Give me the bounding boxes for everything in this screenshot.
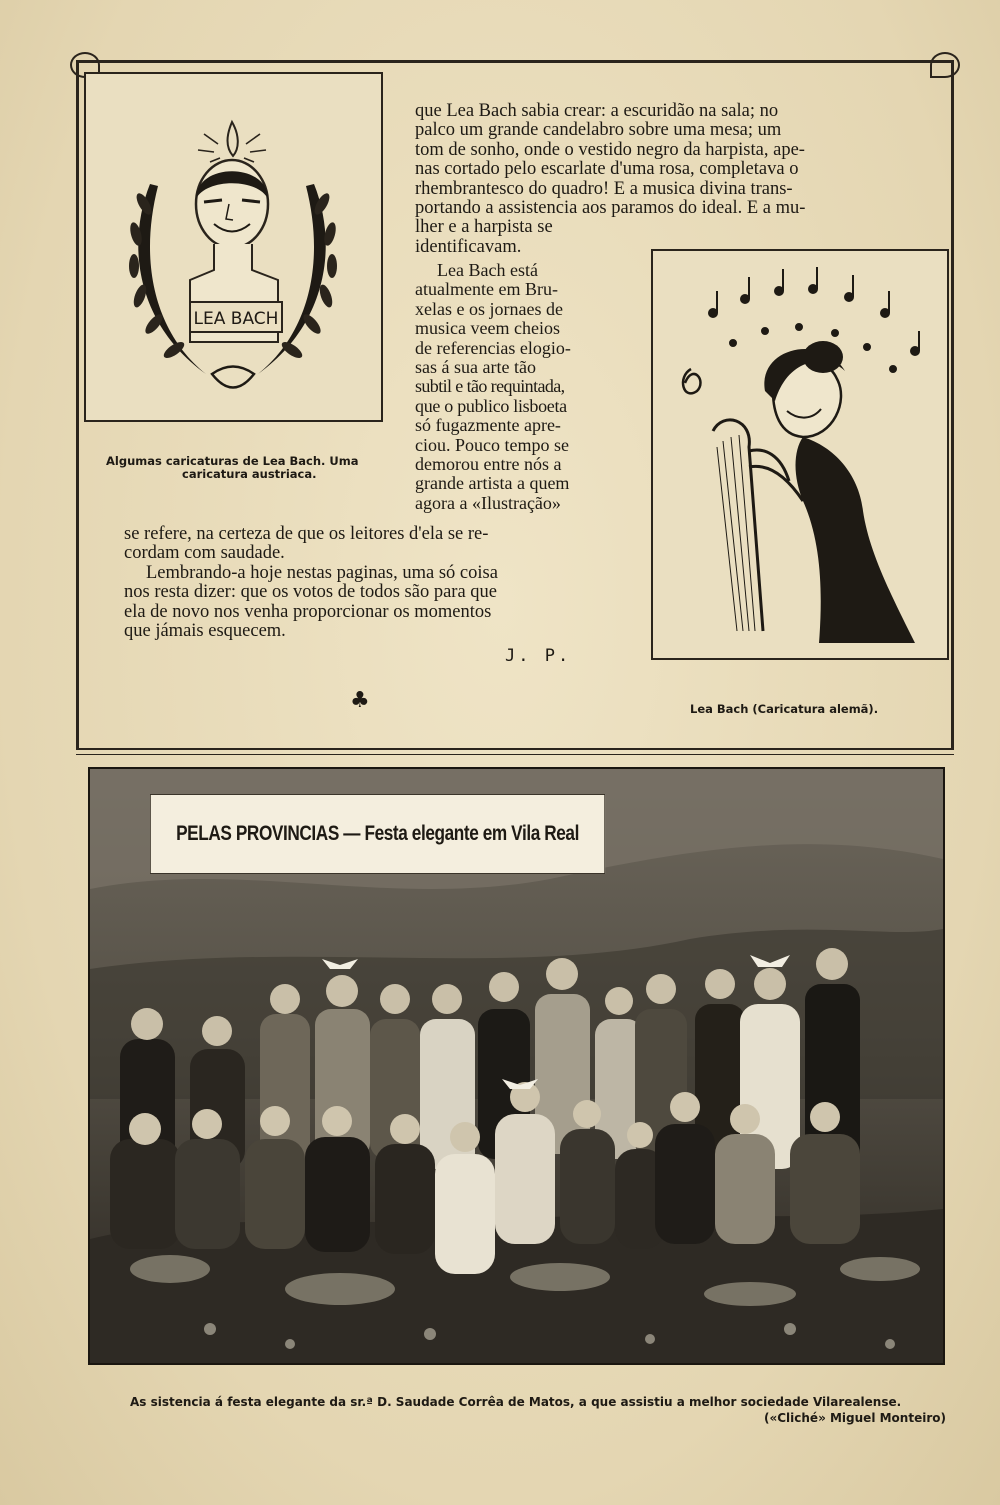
lea-bach-bust-caricature bbox=[86, 74, 381, 420]
right-caricature-frame bbox=[651, 249, 949, 660]
article-text-top bbox=[415, 102, 900, 257]
text-line: cordam com saudade. bbox=[124, 543, 285, 564]
text-line: demorou entre nós a bbox=[415, 454, 562, 475]
text-line: nas cortado pelo escarlate d'uma rosa, completava o bbox=[415, 159, 799, 180]
section-divider bbox=[76, 748, 954, 750]
photo-title: PELAS PROVINCIAS — Festa elegante em Vila Real bbox=[176, 822, 579, 845]
text-line: musica veem cheios bbox=[415, 318, 560, 339]
text-line: que jámais esquecem. bbox=[124, 621, 286, 642]
text-line: lher e a harpista se bbox=[415, 217, 553, 238]
text-line: rhembrantesco do quadro! E a musica divina trans- bbox=[415, 178, 793, 199]
left-caricature-caption bbox=[106, 455, 406, 481]
text-line: nos resta dizer: que os votos de todos são para que bbox=[124, 582, 497, 603]
text-line: agora a «Ilustração» bbox=[415, 492, 561, 513]
text-line: de referencias elogio- bbox=[415, 337, 571, 358]
text-line: que Lea Bach sabia crear: a escuridão na sala; no bbox=[415, 101, 779, 121]
text-line: tom de sonho, onde o vestido negro da harpista, ape- bbox=[415, 139, 805, 160]
text-line: subtil e tão requintada, bbox=[415, 376, 565, 397]
photo-title-box bbox=[150, 794, 605, 874]
article-text-narrow-column bbox=[415, 261, 613, 513]
text-line: identificavam. bbox=[415, 236, 522, 257]
text-line: ciou. Pouco tempo se bbox=[415, 434, 569, 455]
article-signature: J. P. bbox=[505, 646, 572, 666]
text-line: xelas e os jornaes de bbox=[415, 298, 563, 319]
photo-credit: («Cliché» Miguel Monteiro) bbox=[764, 1411, 946, 1425]
left-caricature-frame bbox=[84, 72, 383, 422]
caption-line: caricatura austriaca. bbox=[182, 467, 317, 481]
nameplate-text: LEA BACH bbox=[193, 309, 279, 329]
section-divider-thin bbox=[76, 754, 954, 755]
text-line: atualmente em Bru- bbox=[415, 279, 558, 300]
photo-caption: As sistencia á festa elegante da sr.ª D. Saudade Corrêa de Matos, a que assistiu a melhor sociedade Vilarealense. bbox=[130, 1395, 902, 1409]
club-ornament-icon: ♣ bbox=[350, 688, 370, 713]
harpist-caricature bbox=[653, 251, 947, 658]
text-line: Lea Bach está bbox=[437, 260, 538, 280]
article-text-wide bbox=[124, 525, 614, 641]
text-line: Lembrando-a hoje nestas paginas, uma só coisa bbox=[146, 562, 498, 583]
text-line: se refere, na certeza de que os leitores d'ela se re- bbox=[124, 524, 489, 544]
text-line: grande artista a quem bbox=[415, 473, 570, 494]
caption-line: Algumas caricaturas de Lea Bach. Uma bbox=[106, 454, 359, 468]
text-line: palco um grande candelabro sobre uma mesa; um bbox=[415, 120, 782, 141]
right-caricature-caption: Lea Bach (Caricatura alemã). bbox=[690, 702, 879, 716]
text-line: ela de novo nos venha proporcionar os momentos bbox=[124, 601, 492, 622]
text-line: sas á sua arte tão bbox=[415, 357, 536, 378]
frame-corner-ornament bbox=[930, 52, 960, 78]
text-line: portando a assistencia aos paramos do ideal. E a mu- bbox=[415, 198, 806, 219]
text-line: que o publico lisboeta bbox=[415, 395, 567, 416]
text-line: só fugazmente apre- bbox=[415, 415, 561, 436]
